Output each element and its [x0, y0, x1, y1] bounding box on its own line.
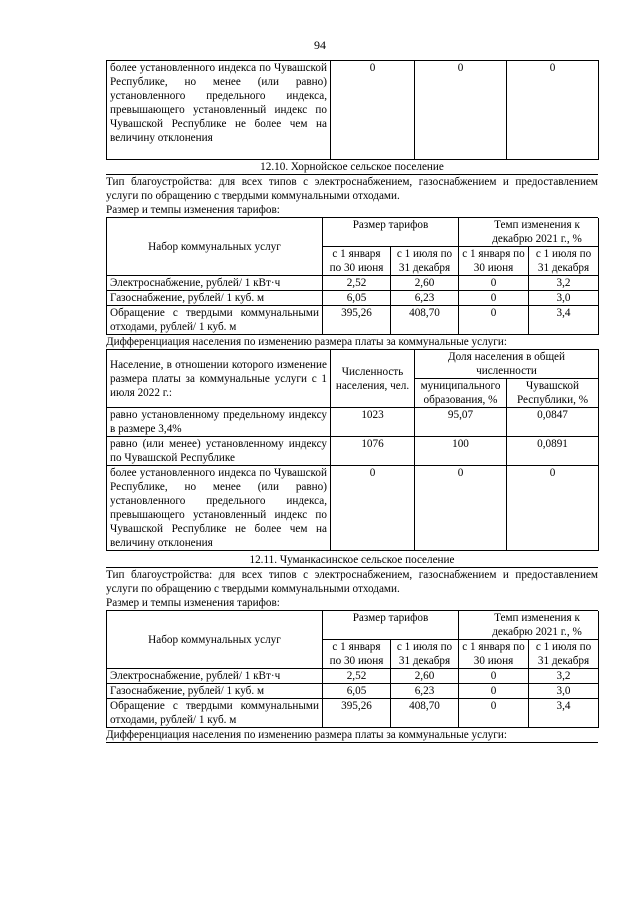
tariff-intro: Размер и темпы изменения тарифов:	[106, 203, 598, 218]
tariff-value: 2,52	[323, 276, 391, 291]
header-period-4: с 1 июля по 31 декабря	[529, 247, 599, 276]
service-name: Электроснабжение, рублей/ 1 кВт·ч	[107, 669, 323, 684]
table-row	[107, 437, 599, 466]
rate-value: 3,2	[529, 276, 599, 291]
table-row	[107, 61, 599, 160]
tariff-value: 408,70	[391, 306, 459, 335]
rate-value: 3,2	[529, 669, 599, 684]
republic-share: 0,0891	[507, 437, 599, 466]
republic-share: 0	[507, 466, 599, 551]
rate-value: 3,0	[529, 291, 599, 306]
republic-share: 0	[507, 61, 599, 160]
tariff-value: 6,23	[391, 684, 459, 699]
municipal-share: 0	[415, 466, 507, 551]
header-change-rate: Темп изменения к декабрю 2021 г., %	[459, 218, 599, 247]
header-republic: Чувашской Республики, %	[507, 379, 599, 408]
service-name: Обращение с твердыми коммунальными отходами, рублей/ 1 куб. м	[107, 306, 323, 335]
municipal-share: 0	[415, 61, 507, 160]
tariff-value: 6,05	[323, 684, 391, 699]
header-services: Набор коммунальных услуг	[107, 611, 323, 669]
header-period-1: с 1 января по 30 июня	[323, 247, 391, 276]
rate-value: 3,4	[529, 699, 599, 728]
table-row	[107, 684, 599, 699]
differentiation-intro: Дифференциация населения по изменению размера платы за коммунальные услуги:	[106, 336, 507, 348]
municipal-share: 100	[415, 437, 507, 466]
tariff-value: 6,23	[391, 291, 459, 306]
header-tariff-size: Размер тарифов	[323, 218, 459, 247]
municipal-share: 95,07	[415, 408, 507, 437]
service-name: Электроснабжение, рублей/ 1 кВт·ч	[107, 276, 323, 291]
population-label: равно (или менее) установленному индексу по Чувашской Республике	[107, 437, 331, 466]
rate-value: 0	[459, 699, 529, 728]
rate-value: 0	[459, 669, 529, 684]
table-row	[107, 669, 599, 684]
service-name: Газоснабжение, рублей/ 1 куб. м	[107, 291, 323, 306]
header-municipal: муниципального образования, %	[415, 379, 507, 408]
table-row	[107, 466, 599, 551]
tariff-table	[106, 218, 599, 335]
header-period-2: с 1 июля по 31 декабря	[391, 640, 459, 669]
rate-value: 3,0	[529, 684, 599, 699]
header-period-1: с 1 января по 30 июня	[323, 640, 391, 669]
table-row	[107, 276, 599, 291]
population-label: более установленного индекса по Чувашской Республике, но менее (или равно) установленного предельного индекса, превышающего установленный индекс по Чувашской Республике не более чем на величину отклонения	[107, 466, 331, 551]
differentiation-intro: Дифференциация населения по изменению размера платы за коммунальные услуги:	[106, 728, 598, 743]
table-row	[107, 408, 599, 437]
header-tariff-size: Размер тарифов	[323, 611, 459, 640]
improvement-type-text: Тип благоустройства: для всех типов с электроснабжением, газоснабжением и предоставлением услуги по обращению с твердыми коммунальными отходами.	[106, 569, 598, 595]
republic-share: 0,0847	[507, 408, 599, 437]
header-change-rate: Темп изменения к декабрю 2021 г., %	[459, 611, 599, 640]
table-row	[107, 699, 599, 728]
table-row	[107, 291, 599, 306]
tariff-value: 2,60	[391, 669, 459, 684]
improvement-type-text: Тип благоустройства: для всех типов с электроснабжением, газоснабжением и предоставлением услуги по обращению с твердыми коммунальными отходами.	[106, 176, 598, 202]
tariff-value: 395,26	[323, 699, 391, 728]
population-count: 0	[331, 466, 415, 551]
document-body	[106, 60, 598, 743]
tariff-value: 2,52	[323, 669, 391, 684]
tariff-value: 6,05	[323, 291, 391, 306]
population-label: более установленного индекса по Чувашской Республике, но менее (или равно) установленного предельного индекса, превышающего установленный индекс по Чувашской Республике не более чем на величину отклонения	[107, 61, 331, 160]
header-services: Набор коммунальных услуг	[107, 218, 323, 276]
population-count: 0	[331, 61, 415, 160]
header-share: Доля населения в общей численности	[415, 350, 599, 379]
table-row	[107, 306, 599, 335]
rate-value: 0	[459, 684, 529, 699]
section-title: 12.10. Хорнойское сельское поселение	[106, 160, 598, 175]
header-period-2: с 1 июля по 31 декабря	[391, 247, 459, 276]
service-name: Газоснабжение, рублей/ 1 куб. м	[107, 684, 323, 699]
tariff-intro: Размер и темпы изменения тарифов:	[106, 596, 598, 611]
tariff-value: 2,60	[391, 276, 459, 291]
tariff-table	[106, 611, 599, 728]
tariff-value: 395,26	[323, 306, 391, 335]
header-period-3: с 1 января по 30 июня	[459, 640, 529, 669]
header-period-3: с 1 января по 30 июня	[459, 247, 529, 276]
rate-value: 0	[459, 306, 529, 335]
header-population: Население, в отношении которого изменение размера платы за коммунальные услуги с 1 июля 2022 г.:	[107, 350, 331, 408]
tariff-value: 408,70	[391, 699, 459, 728]
rate-value: 0	[459, 276, 529, 291]
page-number: 94	[314, 38, 326, 52]
population-count: 1076	[331, 437, 415, 466]
section-title: 12.11. Чуманкасинское сельское поселение	[106, 553, 598, 568]
population-count: 1023	[331, 408, 415, 437]
top-differentiation-table-continuation	[106, 60, 599, 160]
header-count: Численность населения, чел.	[331, 350, 415, 408]
header-period-4: с 1 июля по 31 декабря	[529, 640, 599, 669]
population-label: равно установленному предельному индексу в размере 3,4%	[107, 408, 331, 437]
service-name: Обращение с твердыми коммунальными отходами, рублей/ 1 куб. м	[107, 699, 323, 728]
differentiation-table	[106, 349, 599, 551]
rate-value: 3,4	[529, 306, 599, 335]
rate-value: 0	[459, 291, 529, 306]
